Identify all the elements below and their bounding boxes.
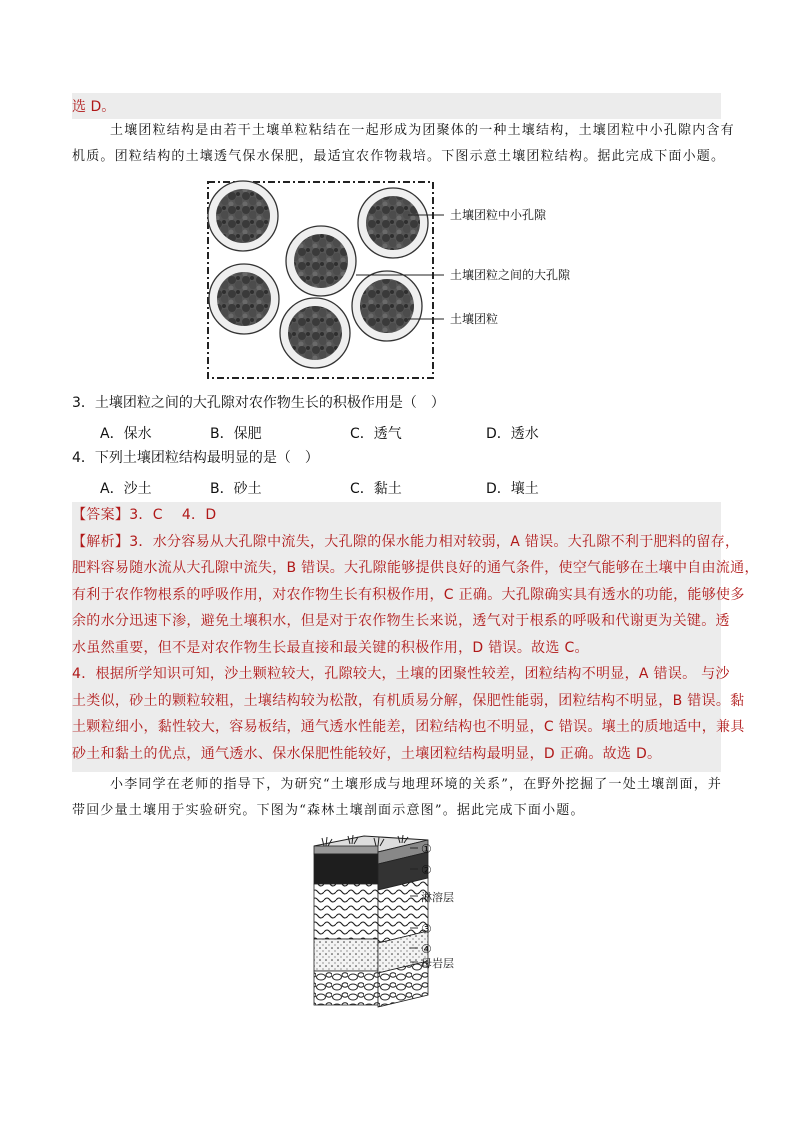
soil-profile-diagram: [300, 832, 520, 1012]
figure1-label-large-pores: 土壤团粒之间的大孔隙: [450, 268, 571, 282]
intro2-line2: 带回少量土壤用于实验研究。下图为“森林土壤剖面示意图”。据此完成下面小题。: [72, 803, 585, 818]
question-3: [72, 391, 732, 449]
profile-label-1: ①: [421, 842, 432, 856]
top-answer-fragment-block: [72, 93, 721, 119]
q3-option-b: B．保肥: [210, 426, 262, 442]
analysis-line-4: 余的水分迅速下渗，避免土壤积水，但是对于农作物生长来说，透气对于根系的呼吸和代谢更为关键。透: [72, 613, 730, 629]
soil-aggregate-diagram: [200, 178, 610, 384]
question-4: [72, 446, 732, 504]
question-4-stem: 4．下列土壤团粒结构最明显的是（ ）: [72, 450, 319, 466]
profile-label-bedrock-layer: 母岩层: [421, 957, 454, 970]
figure1-label-small-pores: 土壤团粒中小孔隙: [450, 208, 547, 222]
analysis-line-5: 水虽然重要，但不是对农作物生长最直接和最关键的积极作用，D 错误。故选 C。: [72, 639, 589, 656]
analysis-line-3: 有利于农作物根系的呼吸作用，对农作物生长有积极作用，C 正确。大孔隙确实具有透水的功能，能够使多: [72, 586, 745, 603]
soil-aggregate-figure: [200, 178, 610, 384]
answer-line: [72, 502, 721, 529]
q3-option-d: D．透水: [486, 426, 539, 442]
question-3-stem: 3．土壤团粒之间的大孔隙对农作物生长的积极作用是（ ）: [72, 395, 445, 411]
answer-text: 3．C 4．D: [129, 507, 217, 523]
profile-label-4: ④: [421, 942, 432, 956]
q4-option-b: B．砂土: [210, 481, 262, 497]
q4-option-a: A．沙土: [100, 481, 152, 497]
figure1-label-aggregate: 土壤团粒: [450, 312, 499, 326]
top-answer-fragment: 选 D。: [72, 99, 116, 115]
profile-label-2: ②: [421, 863, 432, 877]
profile-label-eluvial-layer: 淋溶层: [421, 891, 454, 904]
analysis-line-6: 4．根据所学知识可知，沙土颗粒较大，孔隙较大，土壤的团聚性较差，团粒结构不明显，A 错误。 与沙: [72, 666, 730, 682]
intro-paragraph-1: [72, 118, 735, 170]
analysis-line-1: [72, 529, 740, 556]
q4-option-d: D．壤土: [486, 481, 539, 497]
answer-analysis-block: [72, 502, 759, 772]
intro1-line1: 土壤团粒结构是由若干土壤单粒粘结在一起形成为团聚体的一种土壤结构，土壤团粒中小孔隙内含有: [110, 123, 735, 138]
soil-profile-figure: [300, 832, 520, 1012]
q3-option-a: A．保水: [100, 426, 152, 442]
analysis-text-1: 3．水分容易从大孔隙中流失，大孔隙的保水能力相对较弱，A 错误。大孔隙不利于肥料的留存，: [129, 533, 740, 550]
analysis-line-9: 砂土和黏土的优点，通气透水、保水保肥性能较好，土壤团粒结构最明显，D 正确。故选 D。: [72, 745, 662, 762]
intro-paragraph-2: [72, 772, 732, 824]
profile-label-3: ③: [421, 922, 432, 936]
q4-option-c: C．黏土: [350, 481, 402, 497]
q3-option-c: C．透气: [350, 426, 402, 442]
answer-tag: 【答案】: [72, 507, 130, 523]
analysis-line-8: 土颗粒细小，黏性较大，容易板结，通气透水性能差，团粒结构也不明显，C 错误。壤土的质地适中，兼具: [72, 719, 745, 735]
analysis-line-2: 肥料容易随水流从大孔隙中流失，B 错误。大孔隙能够提供良好的通气条件，使空气能够在土壤中自由流通，: [72, 560, 759, 576]
intro1-line2: 机质。团粒结构的土壤透气保水保肥，最适宜农作物栽培。下图示意土壤团粒结构。据此完成下面小题。: [72, 149, 726, 164]
analysis-tag: 【解析】: [72, 533, 130, 550]
intro2-line1: 小李同学在老师的指导下，为研究“土壤形成与地理环境的关系”，在野外挖掘了一处土壤剖面，并: [110, 777, 723, 792]
analysis-line-7: 土类似，砂土的颗粒较粗，土壤结构较为松散，有机质易分解，保肥性能弱，团粒结构不明显，B 错误。黏: [72, 692, 745, 709]
